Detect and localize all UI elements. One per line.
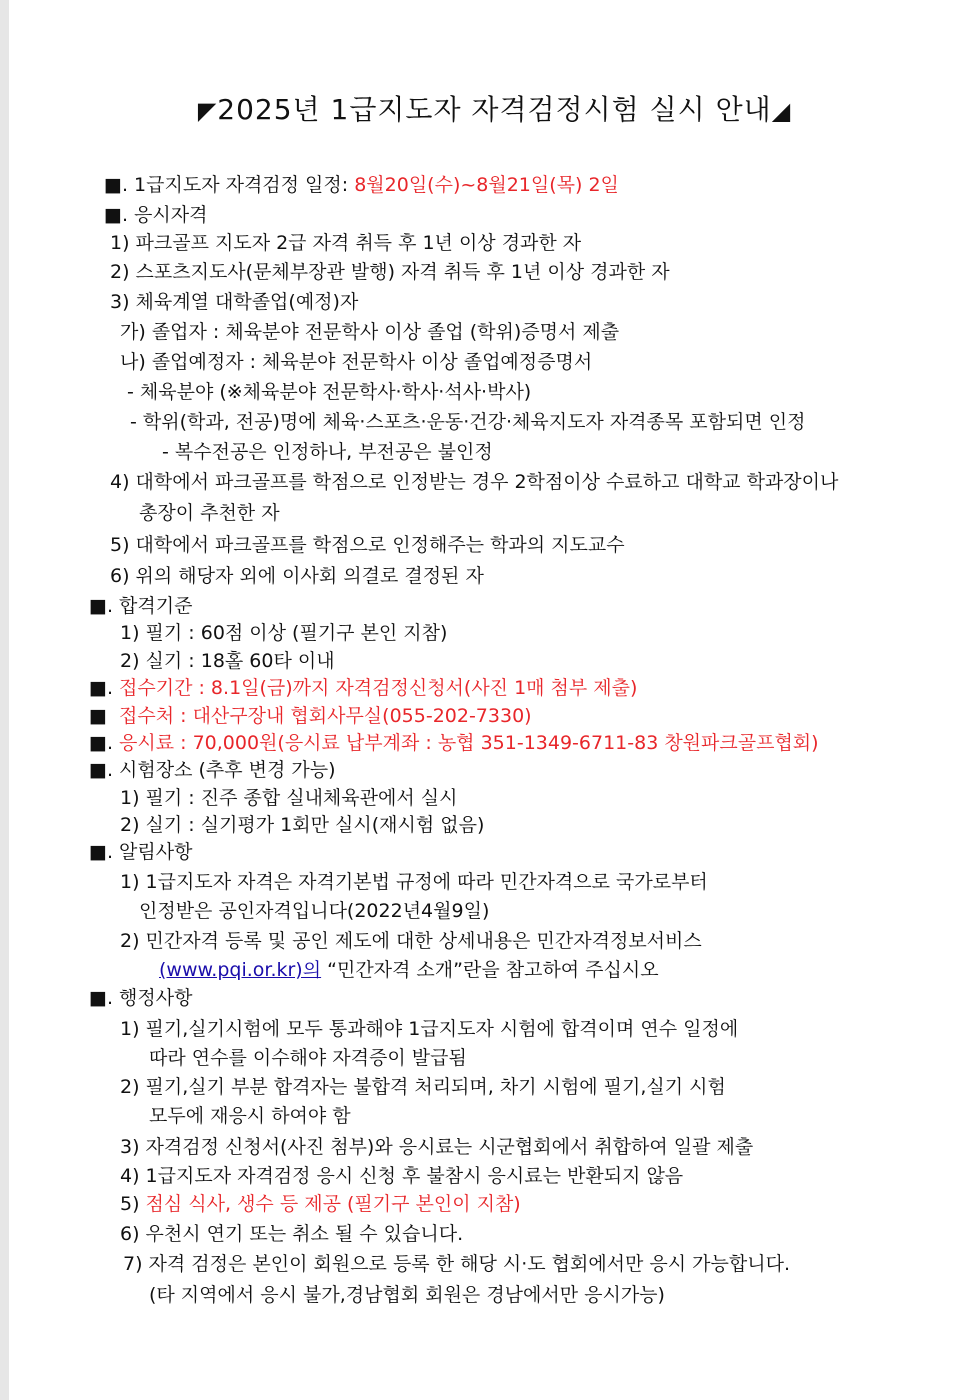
schedule-line: ■. 1급지도자 자격검정 일정: 8월20일(수)~8월21일(목) 2일 (104, 174, 619, 196)
list-item: 1) 파크골프 지도자 2급 자격 취득 후 1년 이상 경과한 자 (110, 232, 582, 254)
bullet-icon: ■ (89, 705, 107, 727)
list-item: 6) 우천시 연기 또는 취소 될 수 있습니다. (120, 1223, 464, 1245)
section-heading-venue: ■. 시험장소 (추후 변경 가능) (89, 759, 336, 781)
bullet-icon: ■. (104, 204, 128, 226)
list-item: 1) 1급지도자 자격은 자격기본법 규정에 따라 민간자격으로 국가로부터 (120, 871, 708, 893)
list-item: 2) 실기 : 실기평가 1회만 실시(재시험 없음) (120, 814, 485, 836)
bullet-icon: ■. (89, 595, 113, 617)
bullet-icon: ■. (89, 677, 113, 699)
application-office-line: ■ 접수처 : 대산구장내 협회사무실(055-202-7330) (89, 705, 532, 727)
section-heading-eligibility: ■. 응시자격 (104, 204, 208, 226)
title-text: 2025년 1급지도자 자격검정시험 실시 안내 (217, 93, 772, 126)
list-item-continuation: 따라 연수를 이수해야 자격증이 발급됨 (149, 1047, 467, 1069)
application-period-line: ■. 접수기간 : 8.1일(금)까지 자격검정신청서(사진 1매 첨부 제출) (89, 677, 638, 699)
bullet-icon: ■. (89, 987, 113, 1009)
list-item-continuation: 총장이 추천한 자 (139, 502, 280, 524)
bullet-icon: ■. (104, 174, 128, 196)
triangle-right-icon: ◢ (771, 97, 792, 125)
section-heading-administration: ■. 행정사항 (89, 987, 193, 1009)
list-item: 1) 필기 : 진주 종합 실내체육관에서 실시 (120, 787, 458, 809)
meal-notice: 점심 식사, 생수 등 제공 (필기구 본인이 지참) (145, 1193, 521, 1215)
list-item-continuation: (타 지역에서 응시 불가,경남협회 회원은 경남에서만 응시가능) (149, 1284, 665, 1306)
pqi-website-link[interactable]: (www.pqi.or.kr)의 (159, 959, 322, 981)
list-item: - 복수전공은 인정하나, 부전공은 불인정 (162, 441, 493, 463)
list-item: - 학위(학과, 전공)명에 체육·스포츠·운동·건강·체육지도자 자격종목 포함되면 인정 (130, 411, 806, 433)
list-item: 4) 대학에서 파크골프를 학점으로 인정받는 경우 2학점이상 수료하고 대학교 학과장이나 (110, 471, 839, 493)
list-item: 2) 스포츠지도사(문체부장관 발행) 자격 취득 후 1년 이상 경과한 자 (110, 261, 670, 283)
list-item-continuation: (www.pqi.or.kr)의 “민간자격 소개”란을 참고하여 주십시오 (159, 959, 659, 981)
list-item: 3) 자격검정 신청서(사진 첨부)와 응시료는 시군협회에서 취합하여 일괄 제출 (120, 1136, 754, 1158)
list-item: 2) 민간자격 등록 및 공인 제도에 대한 상세내용은 민간자격정보서비스 (120, 930, 702, 952)
section-heading-notices: ■. 알림사항 (89, 841, 193, 863)
list-item: 나) 졸업예정자 : 체육분야 전문학사 이상 졸업예정증명서 (120, 351, 593, 373)
list-item: 1) 필기 : 60점 이상 (필기구 본인 지참) (120, 622, 448, 644)
document-title (9, 88, 980, 128)
exam-fee-line: ■. 응시료 : 70,000원(응시료 납부계좌 : 농협 351-1349-6711-83 창원파크골프협회) (89, 732, 819, 754)
list-item: 3) 체육계열 대학졸업(예정)자 (110, 291, 359, 313)
notice-document (9, 0, 980, 1400)
list-item: 1) 필기,실기시험에 모두 통과해야 1급지도자 시험에 합격이며 연수 일정에 (120, 1018, 739, 1040)
bullet-icon: ■. (89, 841, 113, 863)
list-item: 2) 실기 : 18홀 60타 이내 (120, 650, 335, 672)
list-item: 5) 대학에서 파크골프를 학점으로 인정해주는 학과의 지도교수 (110, 534, 625, 556)
section-heading-pass-criteria: ■. 합격기준 (89, 595, 193, 617)
schedule-dates: 8월20일(수)~8월21일(목) 2일 (354, 174, 619, 196)
triangle-left-icon: ◤ (197, 97, 218, 125)
list-item: 5) 점심 식사, 생수 등 제공 (필기구 본인이 지참) (120, 1193, 521, 1215)
list-item-continuation: 모두에 재응시 하여야 함 (149, 1105, 351, 1127)
list-item-continuation: 인정받은 공인자격입니다(2022년4월9일) (139, 900, 490, 922)
bullet-icon: ■. (89, 759, 113, 781)
list-item: 가) 졸업자 : 체육분야 전문학사 이상 졸업 (학위)증명서 제출 (120, 321, 620, 343)
list-item: - 체육분야 (※체육분야 전문학사·학사·석사·박사) (127, 381, 532, 403)
list-item: 6) 위의 해당자 외에 이사회 의결로 결정된 자 (110, 565, 484, 587)
list-item: 2) 필기,실기 부분 합격자는 불합격 처리되며, 차기 시험에 필기,실기 시험 (120, 1076, 726, 1098)
page-edge (0, 0, 9, 1400)
list-item: 4) 1급지도자 자격검정 응시 신청 후 불참시 응시료는 반환되지 않음 (120, 1165, 684, 1187)
bullet-icon: ■. (89, 732, 113, 754)
list-item: 7) 자격 검정은 본인이 회원으로 등록 한 해당 시·도 협회에서만 응시 가능합니다. (123, 1253, 790, 1275)
